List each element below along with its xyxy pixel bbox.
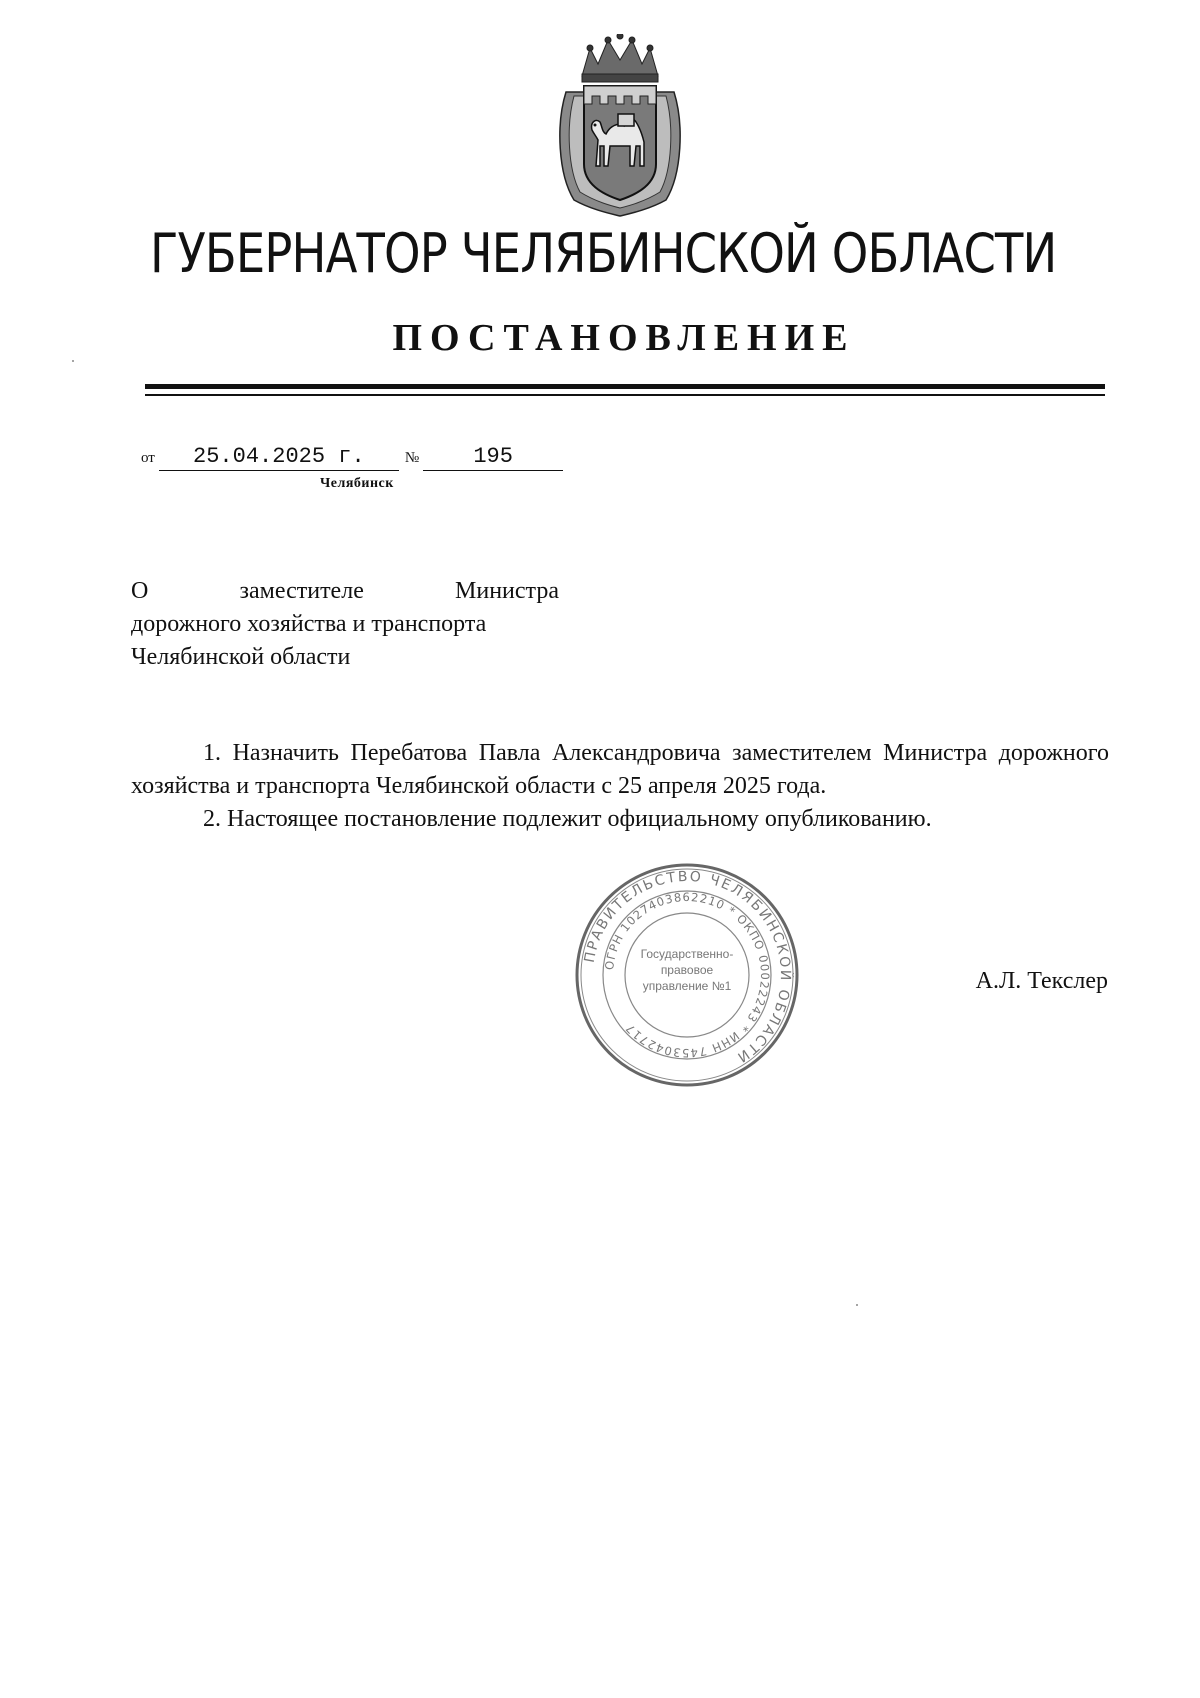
city-label: Челябинск <box>320 476 394 491</box>
number-label: № <box>404 450 420 466</box>
subject-word-2: заместителе <box>239 578 364 604</box>
coat-of-arms-emblem <box>552 34 688 218</box>
header-rule-thick <box>145 384 1105 389</box>
header-rule-thin <box>145 394 1105 396</box>
body-paragraph-2: 2. Настоящее постановление подлежит официальному опубликованию. <box>203 806 932 832</box>
scan-speck <box>856 1304 858 1306</box>
document-meta-line <box>141 444 563 471</box>
stamp-center-text: Государственно-правовое управление №1 <box>640 947 734 993</box>
subject-word-1: О <box>131 578 149 604</box>
subject-line-1 <box>131 575 559 608</box>
subject-word-3: Министра <box>455 578 559 604</box>
document-type-title: ПОСТАНОВЛЕНИЕ <box>392 317 856 359</box>
date-label: от <box>141 450 155 466</box>
subject-line-3: Челябинской области <box>131 644 351 670</box>
subject-block <box>131 575 559 674</box>
subject-line-2: дорожного хозяйства и транспорта <box>131 611 487 637</box>
stamp-outer-text: ПРАВИТЕЛЬСТВО ЧЕЛЯБИНСКОЙ ОБЛАСТИ <box>581 868 794 1066</box>
stamp-inner-text: ОГРН 1027403862210 * ОКПО 00022243 * ИНН 7453042717 <box>602 889 773 1061</box>
date-value: 25.04.2025 г. <box>159 444 399 471</box>
signature-name: А.Л. Текслер <box>975 968 1108 994</box>
official-stamp <box>574 862 800 1088</box>
scan-speck <box>72 360 74 362</box>
body-text <box>131 737 1109 836</box>
body-paragraph-1: 1. Назначить Перебатова Павла Александровича заместителем Министра дорожного хозяйства и транспорта Челябинской области с 25 апреля 2025 года. <box>131 740 1109 799</box>
number-value: 195 <box>423 444 563 471</box>
authority-title: ГУБЕРНАТОР ЧЕЛЯБИНСКОЙ ОБЛАСТИ <box>150 222 1057 285</box>
